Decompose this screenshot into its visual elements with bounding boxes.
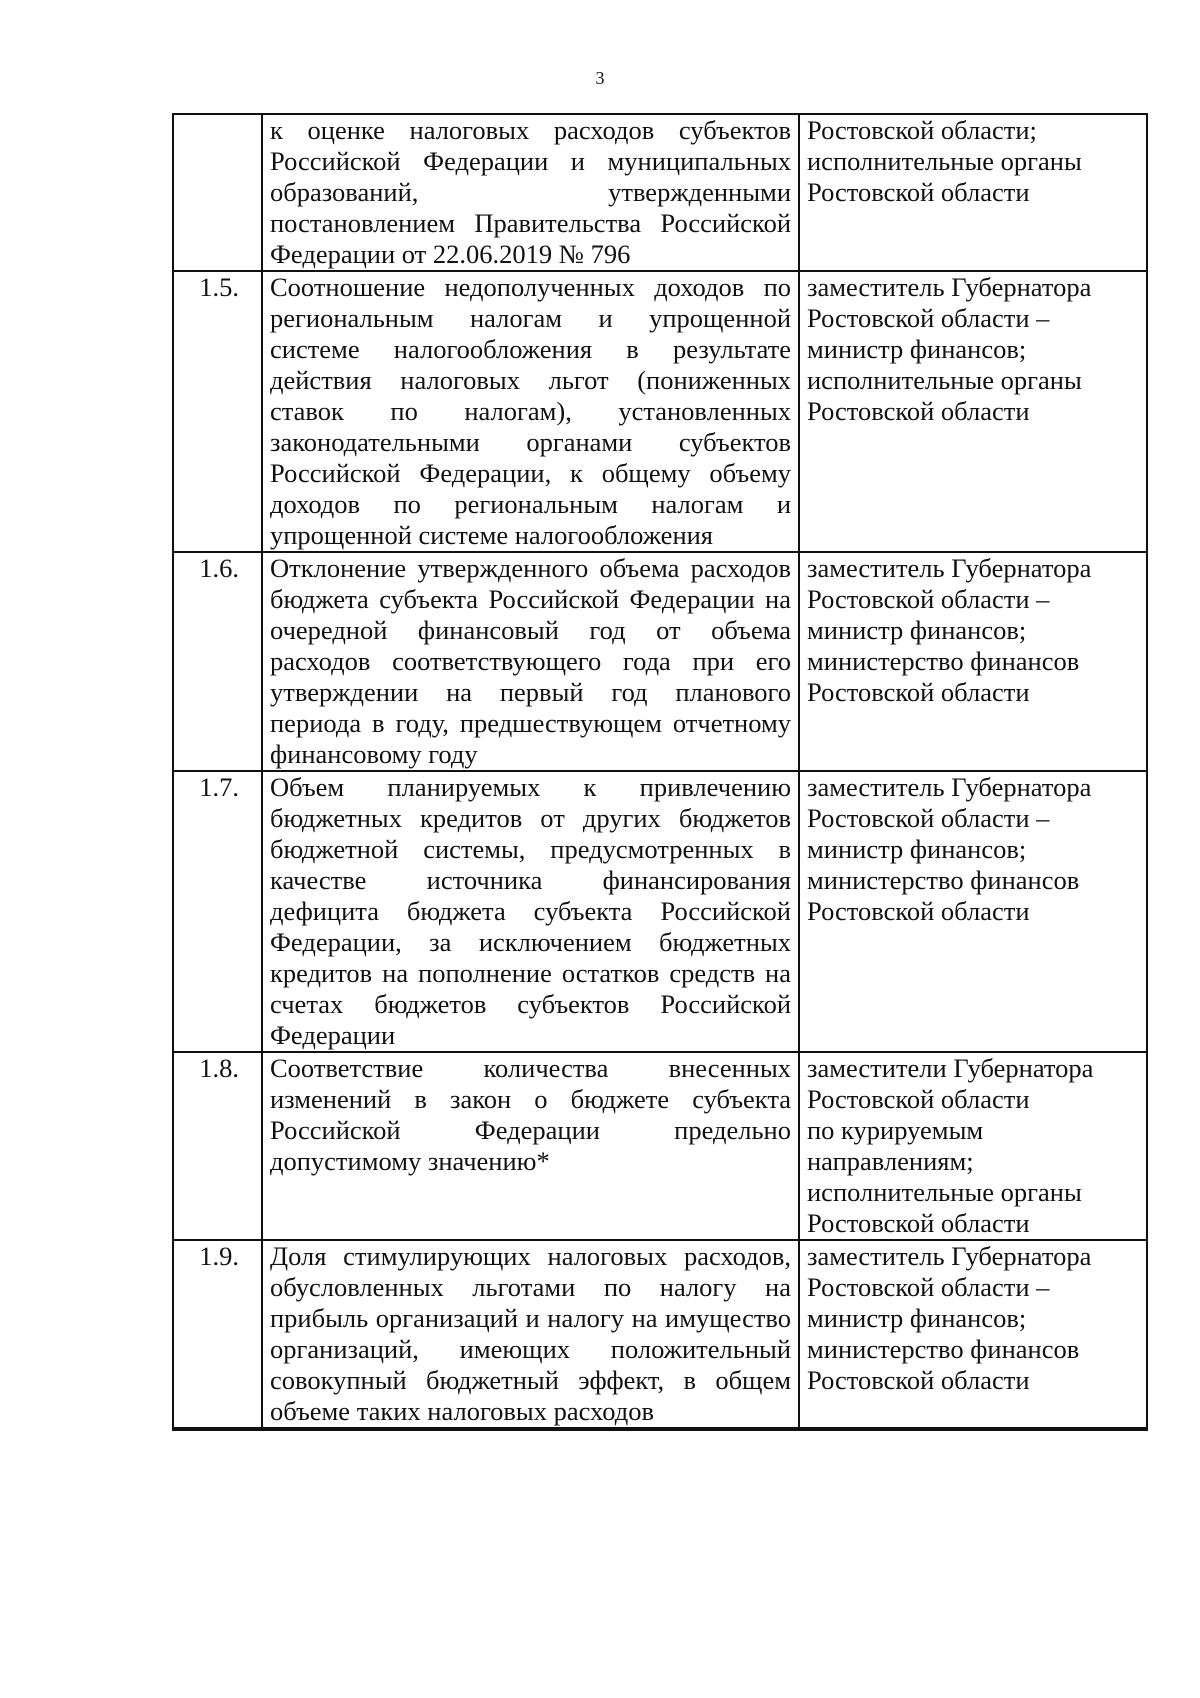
table-row	[173, 271, 1147, 552]
table-row	[173, 771, 1147, 1052]
indicator-description-cell: Соотношение недополученных доходов по региональным налогам и упрощенной системе налогообложения в результате действия налоговых льгот (пониженных ставок по налогам), установленных законодательными органами субъектов Российской Федерации, к общему объему доходов по региональным налогам и упрощенной системе налогообложения	[262, 271, 799, 552]
table-row	[173, 1052, 1147, 1240]
table-row	[173, 114, 1147, 271]
table-row	[173, 1240, 1147, 1428]
responsible-cell: Ростовской области; исполнительные органы Ростовской области	[799, 114, 1147, 271]
responsible-cell: заместитель Губернатора Ростовской области – министр финансов; министерство финансов Ростовской области	[799, 1240, 1147, 1428]
responsible-cell: заместители Губернатора Ростовской области по курируемым направлениям; исполнительные органы Ростовской области	[799, 1052, 1147, 1240]
row-number-cell: 1.6.	[173, 552, 262, 771]
table-row	[173, 552, 1147, 771]
row-number-cell	[173, 1428, 262, 1430]
row-number-cell: 1.9.	[173, 1240, 262, 1428]
responsible-cell	[799, 1428, 1147, 1430]
row-number-cell: 1.7.	[173, 771, 262, 1052]
indicator-description-cell	[262, 1428, 799, 1430]
indicator-description-cell: Отклонение утвержденного объема расходов бюджета субъекта Российской Федерации на очередной финансовый год от объема расходов соответствующего года при его утверждении на первый год планового периода в году, предшествующем отчетному финансовому году	[262, 552, 799, 771]
row-number-cell: 1.5.	[173, 271, 262, 552]
responsible-cell: заместитель Губернатора Ростовской области – министр финансов; министерство финансов Ростовской области	[799, 552, 1147, 771]
row-number-cell	[173, 114, 262, 271]
indicator-description-cell: к оценке налоговых расходов субъектов Российской Федерации и муниципальных образований, утвержденными постановлением Правительства Российской Федерации от 22.06.2019 № 796	[262, 114, 799, 271]
indicator-description-cell: Доля стимулирующих налоговых расходов, обусловленных льготами по налогу на прибыль организаций и налогу на имущество организаций, имеющих положительный совокупный бюджетный эффект, в общем объеме таких налоговых расходов	[262, 1240, 799, 1428]
page-number: 3	[595, 68, 605, 88]
indicator-description-cell: Объем планируемых к привлечению бюджетных кредитов от других бюджетов бюджетной системы, предусмотренных в качестве источника финансирования дефицита бюджета субъекта Российской Федерации, за исключением бюджетных кредитов на пополнение остатков средств на счетах бюджетов субъектов Российской Федерации	[262, 771, 799, 1052]
row-number-cell: 1.8.	[173, 1052, 262, 1240]
indicator-description-cell: Соответствие количества внесенных изменений в закон о бюджете субъекта Российской Федерации предельно допустимому значению*	[262, 1052, 799, 1240]
responsible-cell: заместитель Губернатора Ростовской области – министр финансов; исполнительные органы Ростовской области	[799, 271, 1147, 552]
indicators-table	[172, 113, 1148, 1431]
table-row	[173, 1428, 1147, 1430]
responsible-cell: заместитель Губернатора Ростовской области – министр финансов; министерство финансов Ростовской области	[799, 771, 1147, 1052]
